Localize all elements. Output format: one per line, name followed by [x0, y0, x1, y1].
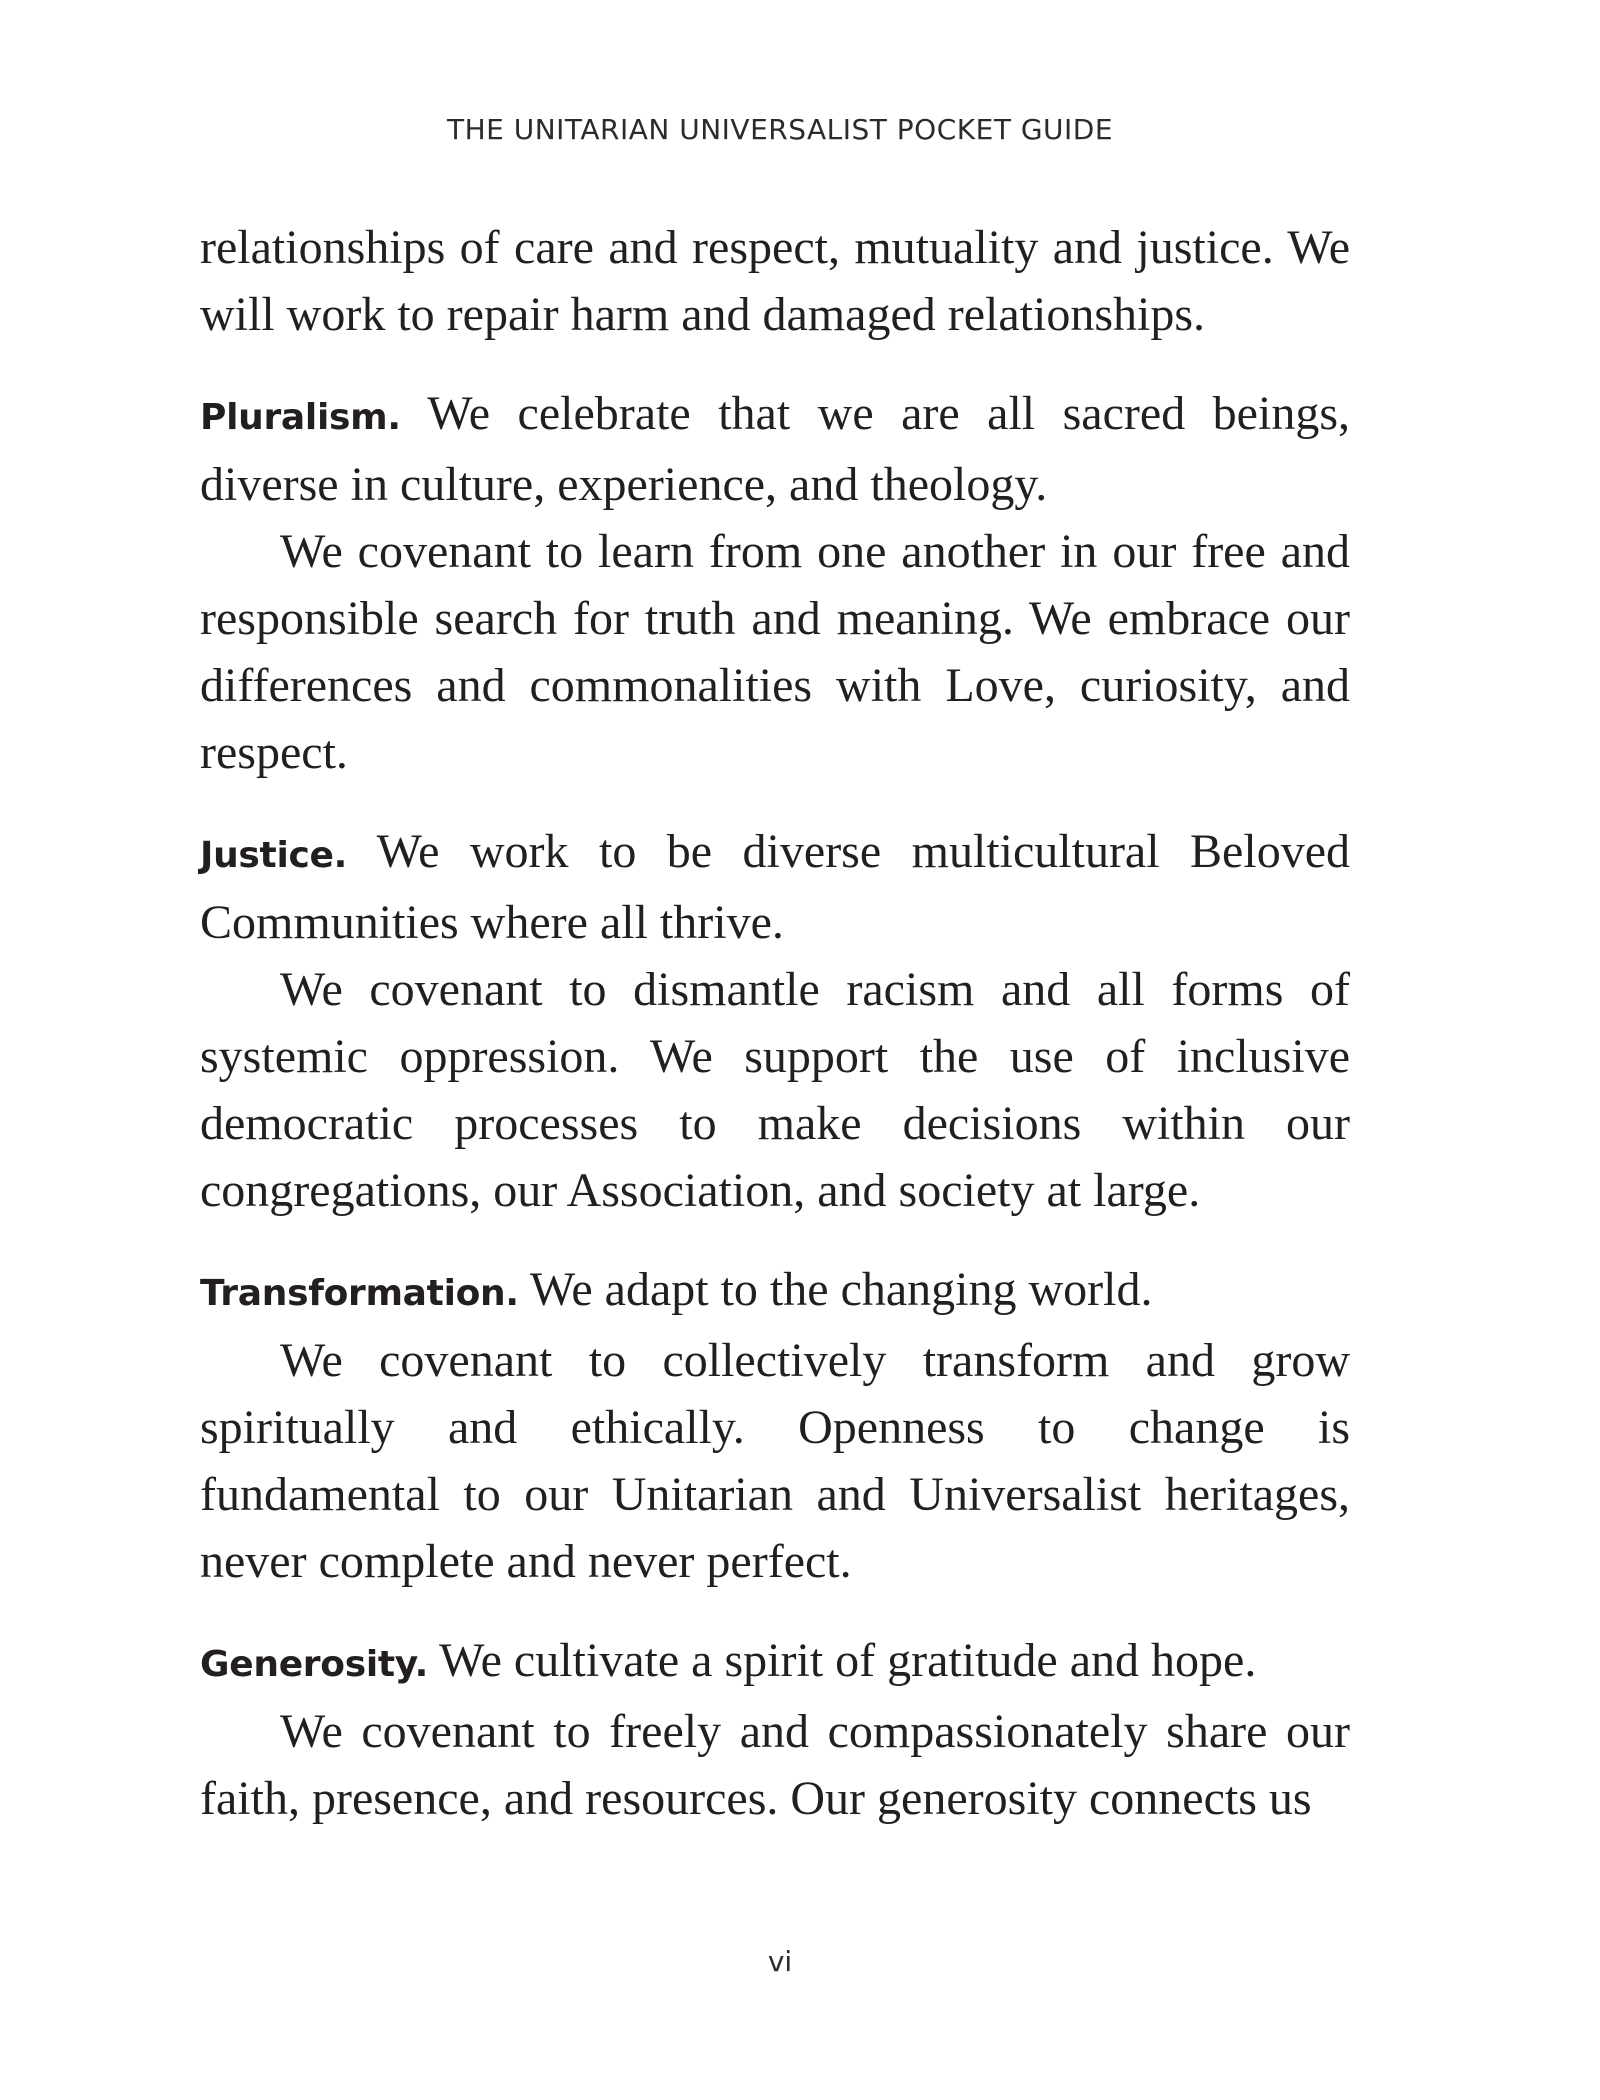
section-generosity — [200, 1627, 1350, 1698]
section-heading: Generosity. — [200, 1644, 429, 1685]
running-head: THE UNITARIAN UNIVERSALIST POCKET GUIDE — [446, 113, 1114, 146]
covenant-paragraph: We covenant to collectively transform and grow spiritually and ethically. Openness to change is fundamental to our Unitarian and Universalist heritages, never complete and never perfect. — [200, 1334, 1350, 1588]
section-lead: We work to be diverse multicultural Beloved Communities where all thrive. — [200, 825, 1350, 949]
section-lead: We adapt to the changing world. — [518, 1263, 1153, 1316]
covenant-paragraph: We covenant to dismantle racism and all forms of systemic oppression. We support the use of inclusive democratic processes to make decisions within our congregations, our Association, and society at large. — [200, 963, 1350, 1217]
section-lead: We celebrate that we are all sacred beings, diverse in culture, experience, and theology. — [200, 387, 1350, 511]
section-pluralism — [200, 380, 1350, 518]
section-heading: Justice. — [200, 835, 348, 876]
section-lead: We cultivate a spirit of gratitude and hope. — [428, 1634, 1257, 1687]
section-transformation — [200, 1256, 1350, 1327]
continuation-paragraph: relationships of care and respect, mutuality and justice. We will work to repair harm and damaged relationships. — [200, 221, 1350, 341]
page-number: vi — [767, 1945, 793, 1978]
covenant-paragraph: We covenant to learn from one another in our free and responsible search for truth and meaning. We embrace our differences and commonalities with Love, curiosity, and respect. — [200, 525, 1350, 779]
covenant-paragraph: We covenant to freely and compassionately share our faith, presence, and resources. Our generosity connects us — [200, 1705, 1350, 1825]
section-justice — [200, 818, 1350, 956]
body-text — [200, 214, 1350, 1832]
section-heading: Pluralism. — [200, 397, 401, 438]
section-heading: Transformation. — [200, 1273, 519, 1314]
